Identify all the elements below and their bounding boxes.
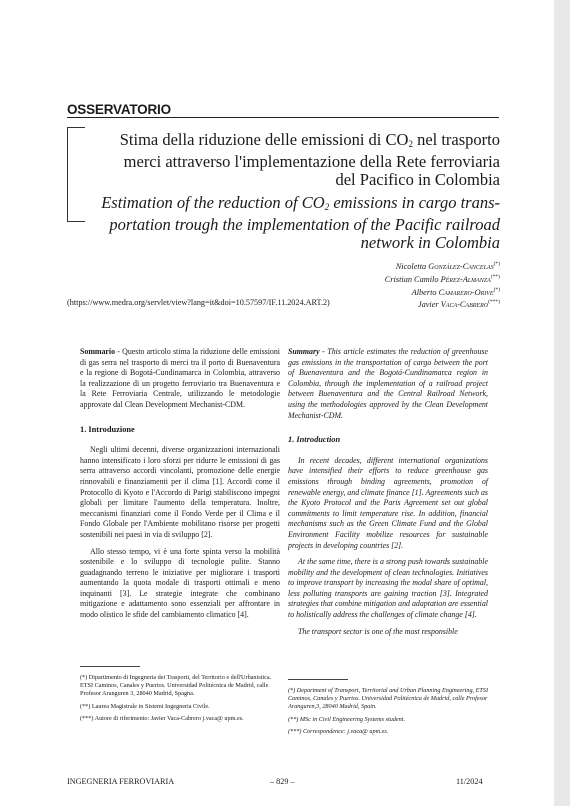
footnotes-it	[80, 674, 280, 727]
title-it-part2: nel trasporto merci attraverso l'implementazione della Rete ferroviaria del Pacifico in Colombia	[123, 130, 500, 189]
paragraph: The transport sector is one of the most responsible	[298, 626, 458, 636]
summary-it: Sommario - Questo articolo stima la riduzione delle emissioni di gas serra nel trasporto di merci tra il porto di Buenaventura e la regione di Bogotá-Cundinamarca in Colombia, attraverso la realizzazione di un progetto ferroviario tra Buenaventura e la Rete Ferroviaria Centrale, utilizzando le metodologie approvate dal Clean Development Mechanist-CDM.	[80, 347, 280, 409]
section-rule	[67, 117, 499, 118]
heading-it: 1. Introduzione	[80, 424, 135, 434]
paragraph: At the same time, there is a strong push towards sustainable mobility and the development of clean technologies. Initiatives to improve transport by increasing the modal share of optimal, less polluting transports are gaining traction [3]. Integrated strategies that combine mitigation and adaptation are essential to holistically address the challenges of climate change [4].	[288, 557, 488, 620]
right-column	[288, 347, 488, 643]
footnote: (*) Department of Transport, Territorial and Urban Planning Engineering, ETSI Caminos, Canales y Puertos. Universidad Politécnica de Madrid, calle Profesor Aranguren,3, 28040 Madrid, Spain.	[288, 687, 489, 711]
footnote: (***) Correspondence: j.vaca@ upm.es.	[288, 727, 389, 735]
title-italian	[100, 131, 500, 189]
author: Javier Vaca-Cabrero(***)	[417, 299, 500, 310]
left-column	[80, 347, 280, 627]
footnote: (**) Laurea Magistrale in Sistemi Ingegneria Civile.	[80, 702, 210, 710]
title-en-sub: 2	[324, 202, 330, 212]
title-english	[80, 194, 500, 252]
section-label: OSSERVATORIO	[67, 102, 171, 117]
page-number: – 829 –	[270, 777, 295, 786]
footnote: (**) MSc in Civil Engineering Systems student.	[288, 715, 406, 723]
summary-en: Summary - This article estimates the reduction of greenhouse gas emissions in the transportation of cargo between the port of Buenaventura and the Bogotá-Cundinamarca region in Colombia, through the implementation of a railroad project between Buenaventura and the Central Railroad Network, using the methodologies approved by the Clean Development Mechanist-CDM.	[288, 347, 488, 420]
paragraph: In recent decades, different international organizations have intensified their efforts to reduce greenhouse gas emissions through binding agreements, promotion of renewable energy, and climate finance [1]. Agreements such as the Kyoto Protocol and the Paris Agreement set out global commitments to limit temperature rise. In addition, financial mechanisms such as the Green Climate Fund and the Global Environment Facility mobilize resources for sustainable projects in developing countries [2].	[288, 455, 488, 550]
title-en-part2: emissions in cargo trans-portation trough the implementation of the Pacific railroad network in Colombia	[109, 193, 500, 252]
title-en-part1: Estimation of the reduction of CO	[101, 193, 325, 212]
footnote-rule	[80, 666, 140, 667]
footnote-rule	[288, 679, 348, 680]
footnote: (*) Dipartimento di Ingegneria dei Trasporti, del Territorio e dell'Urbanistica. ETSI Caminos, Canales y Puertos. Universidad Politécnica de Madrid, calle Profesor Aranguren 3, 28040 Madrid, Spagna.	[80, 674, 272, 698]
doi-link[interactable]: (https://www.medra.org/servlet/view?lang=it&doi=10.57597/IF.11.2024.ART.2)	[67, 298, 330, 307]
footer-journal: INGEGNERIA FERROVIARIA	[67, 777, 175, 786]
footer-issue: 11/2024	[456, 777, 483, 786]
footnote: (***) Autore di riferimento: Javier Vaca-Cabrero j.vaca@ upm.es.	[80, 714, 244, 722]
author-list	[385, 259, 500, 310]
author: Nicoletta González-Cancelas(*)	[395, 261, 500, 271]
author: Alberto Camarero-Orive(*)	[411, 286, 500, 297]
page-edge	[554, 0, 570, 806]
paragraph: Negli ultimi decenni, diverse organizzazioni internazionali hanno intensificato i loro sforzi per ridurre le emissioni di gas serra attraverso accordi vincolanti, promozione delle energie rinnovabili e finanziamenti per il clima [1]. Accordi come il Protocollo di Kyoto e l'Accordo di Parigi stabiliscono impegni globali per limitare l'aumento della temperatura. Inoltre, meccanismi finanziari come il Fondo Verde per il Clima e il Fondo Globale per l'Ambiente mobilitano risorse per progetti sostenibili nei paesi in via di sviluppo [2].	[80, 445, 280, 539]
author: Cristian Camilo Pérez-Almanza(**)	[384, 273, 500, 284]
footnotes-en	[288, 687, 488, 740]
title-it-part1: Stima della riduzione delle emissioni di CO	[119, 130, 409, 149]
title-it-sub: 2	[408, 139, 413, 149]
heading-en: 1. Introduction	[288, 435, 341, 445]
paragraph: Allo stesso tempo, vi è una forte spinta verso la mobilità sostenibile e lo sviluppo di tecnologie pulite. Stanno guadagnando terreno le iniziative per migliorare i trasporti aumentando la quota modale di trasporti ottimali e meno inquinanti [3]. Le strategie integrate che combinano mitigazione e adattamento sono essenziali per affrontare in modo olistico le sfide del cambiamento climatico [4].	[80, 546, 280, 620]
